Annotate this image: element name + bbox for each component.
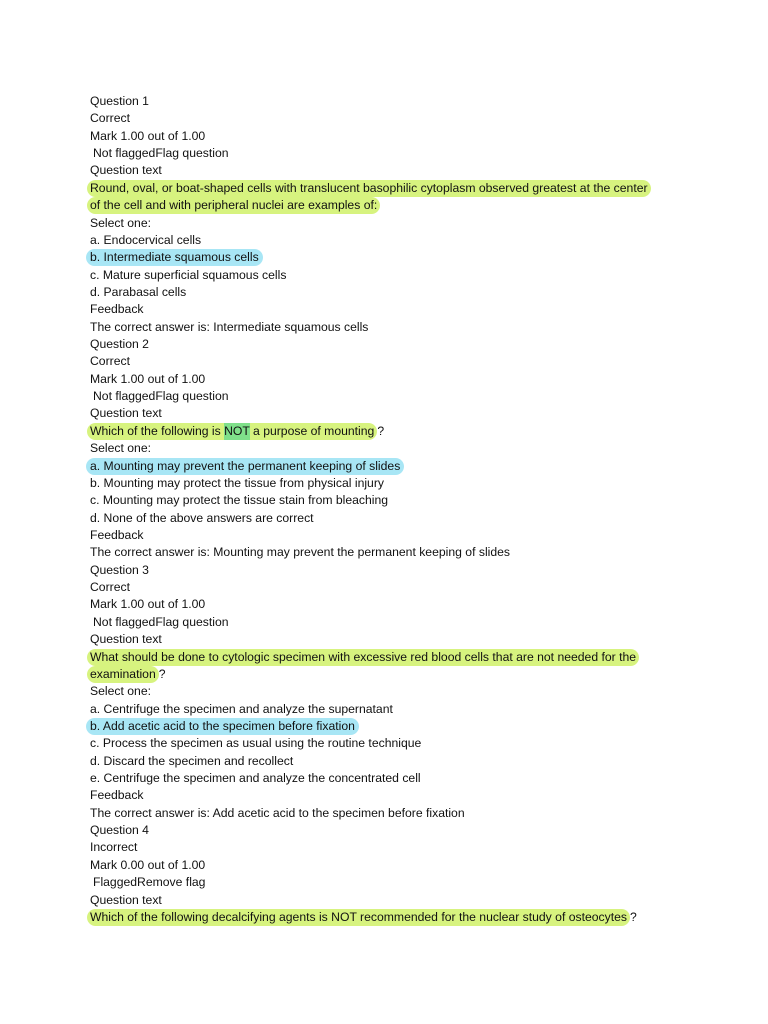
question-text: examination: [87, 666, 159, 683]
question-number: Question 1: [90, 94, 149, 108]
answer-option[interactable]: d. None of the above answers are correct: [90, 510, 314, 525]
select-one-label: Select one:: [90, 215, 151, 230]
answer-option[interactable]: c. Process the specimen as usual using the routine technique: [90, 736, 422, 751]
question-text: Round, oval, or boat-shaped cells with translucent basophilic cytoplasm observed greatest at the center: [87, 180, 651, 197]
answer-option[interactable]: d. Parabasal cells: [90, 284, 187, 299]
answer-option[interactable]: a. Centrifuge the specimen and analyze the supernatant: [90, 701, 393, 716]
question-number: Question 3: [90, 562, 149, 577]
question-number: Question 2: [90, 337, 149, 352]
answer-option[interactable]: b. Mounting may protect the tissue from physical injury: [90, 475, 384, 490]
quiz-review: Question 1 Correct Mark 1.00 out of 1.00 Not flaggedFlag question Question text Round, oval, or boat-shaped cells with translucent basophilic cytoplasm observed greatest at the center of the cell and with peripheral nuclei are examples of: Select one: a. Endocervical cells b. Intermediate squamous cells c. Mature superficial squamous cells d. Parabasal cells Feedback The correct answer is: Intermediate squamous cells Question 2 Correct Mark 1.00 out of 1.00 Not flaggedFlag question Question text Which of the following is NOT a purpose of mounting ? Select one: a. Mounting may prevent the permanent keeping of slides b. Mounting may protect the tissue from physical injury c. Mounting may protect the tissue stain from bleaching d. None of the above answers are correct Feedback The correct answer is: Mounting may prevent the permanent keeping of slides Question 3 Correct Mark 1.00 out of 1.00 Not flaggedFlag question Question text What should be done to cytologic specimen with excessive red blood cells that are not needed for the examination ? Select one: a. Centrifuge the specimen and analyze the supernatant b. Add acetic acid to the specimen before fixation c. Process the specimen as usual using the routine technique d. Discard the specimen and recollect e. Centrifuge the specimen and analyze the concentrated cell Feedback The correct answer is: Add acetic acid to the specimen before fixation Question 4 Incorrect Mark 0.00 out of 1.00 FlaggedRemove flag Question text Which of the following decalcifying agents is NOT recommended for the nuclear study of osteocytes ?: [90, 93, 690, 926]
feedback-label: Feedback: [90, 302, 144, 317]
question-status: Correct: [90, 580, 130, 595]
flag-question[interactable]: Not flaggedFlag question: [93, 389, 229, 404]
flag-question[interactable]: Not flaggedFlag question: [93, 146, 229, 161]
answer-option[interactable]: e. Centrifuge the specimen and analyze the concentrated cell: [90, 771, 421, 786]
emphasis: NOT: [224, 423, 250, 438]
question-text: What should be done to cytologic specimen with excessive red blood cells that are not needed for the: [87, 649, 639, 666]
answer-option[interactable]: a. Endocervical cells: [90, 232, 202, 247]
feedback-label: Feedback: [90, 527, 144, 542]
question-status: Correct: [90, 111, 130, 126]
remove-flag[interactable]: FlaggedRemove flag: [93, 875, 206, 890]
question-status: Correct: [90, 354, 130, 369]
question-text: Which of the following is NOT a purpose of mounting ?: [90, 423, 690, 440]
answer-option[interactable]: c. Mounting may protect the tissue stain from bleaching: [90, 493, 389, 508]
answer-option[interactable]: d. Discard the specimen and recollect: [90, 753, 294, 768]
feedback-label: Feedback: [90, 788, 144, 803]
answer-option[interactable]: c. Mature superficial squamous cells: [90, 267, 287, 282]
answer-option-selected[interactable]: b. Add acetic acid to the specimen before fixation: [86, 718, 359, 735]
question-status: Incorrect: [90, 840, 138, 855]
correct-answer: The correct answer is: Add acetic acid to the specimen before fixation: [90, 805, 465, 820]
correct-answer: The correct answer is: Intermediate squamous cells: [90, 319, 369, 334]
question-mark: Mark 0.00 out of 1.00: [90, 857, 206, 872]
question-text: Which of the following decalcifying agents is NOT recommended for the nuclear study of osteocytes: [87, 909, 630, 926]
answer-option-selected[interactable]: a. Mounting may prevent the permanent keeping of slides: [86, 458, 404, 475]
question-number: Question 4: [90, 823, 149, 838]
answer-option-selected[interactable]: b. Intermediate squamous cells: [86, 249, 263, 266]
question-mark: Mark 1.00 out of 1.00: [90, 128, 206, 143]
select-one-label: Select one:: [90, 441, 151, 456]
select-one-label: Select one:: [90, 684, 151, 699]
question-mark: Mark 1.00 out of 1.00: [90, 597, 206, 612]
question-mark: Mark 1.00 out of 1.00: [90, 371, 206, 386]
correct-answer: The correct answer is: Mounting may prevent the permanent keeping of slides: [90, 545, 511, 560]
question-text-label: Question text: [90, 892, 162, 907]
flag-question[interactable]: Not flaggedFlag question: [93, 614, 229, 629]
question-text-label: Question text: [90, 632, 162, 647]
question-text-label: Question text: [90, 406, 162, 421]
question-text: of the cell and with peripheral nuclei are examples of:: [87, 197, 380, 214]
question-text-label: Question text: [90, 163, 162, 178]
